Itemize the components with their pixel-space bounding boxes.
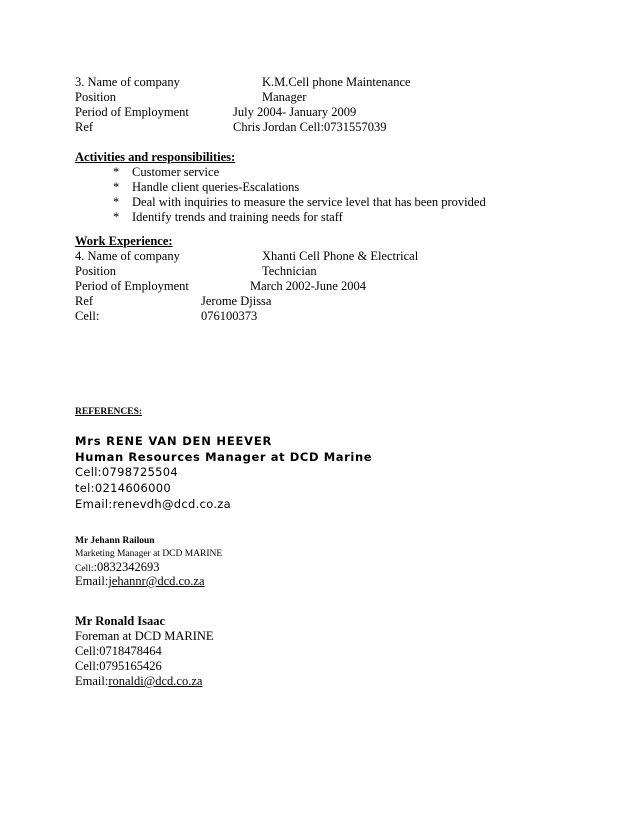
ref3-value: Chris Jordan Cell:0731557039 — [233, 120, 387, 134]
ref3-label: Ref — [75, 120, 94, 134]
ref1-tel: tel:0214606000 — [75, 481, 172, 495]
ref3-cell2: Cell:0795165426 — [75, 659, 162, 673]
ref3-cell1: Cell:0718478464 — [75, 644, 162, 658]
ref2-email-link[interactable]: jehannr@dcd.co.za — [108, 574, 205, 588]
ref1-cell: Cell:0798725504 — [75, 465, 179, 479]
ref3-name: Mr Ronald Isaac — [75, 614, 166, 628]
period3-value: July 2004- January 2009 — [233, 105, 357, 119]
period3-label: Period of Employment — [75, 105, 189, 119]
cell4-value: 076100373 — [201, 309, 258, 323]
ref1-title: Human Resources Manager at DCD Marine — [75, 450, 373, 464]
ref3-title: Foreman at DCD MARINE — [75, 629, 214, 643]
ref3-email-prefix: Email: — [75, 674, 109, 688]
bullet: * — [113, 195, 120, 209]
period4-label: Period of Employment — [75, 279, 189, 293]
company3-value: K.M.Cell phone Maintenance — [262, 75, 411, 89]
position3-value: Manager — [262, 90, 307, 104]
activities-heading: Activities and responsibilities: — [75, 150, 236, 164]
activity-item: Identify trends and training needs for staff — [132, 210, 343, 224]
position4-label: Position — [75, 264, 116, 278]
work-experience-heading: Work Experience: — [75, 234, 173, 248]
ref2-email — [75, 574, 205, 589]
company3-label: 3. Name of company — [75, 75, 180, 89]
bullet: * — [113, 165, 120, 179]
ref4-label: Ref — [75, 294, 94, 308]
period4-value: March 2002-June 2004 — [250, 279, 366, 293]
activity-item: Customer service — [132, 165, 220, 179]
ref1-email: Email:renevdh@dcd.co.za — [75, 497, 231, 511]
position3-label: Position — [75, 90, 116, 104]
ref4-value: Jerome Djissa — [201, 294, 272, 308]
bullet: * — [113, 210, 120, 224]
ref3-email — [75, 674, 202, 689]
ref2-name: Mr Jehann Railoun — [75, 536, 155, 546]
cell4-label: Cell: — [75, 309, 100, 323]
activity-item: Deal with inquiries to measure the service level that has been provided — [132, 195, 486, 209]
ref2-cell-prefix: Cell: — [75, 564, 94, 574]
ref3-email-link[interactable]: ronaldi@dcd.co.za — [108, 674, 203, 688]
activity-item: Handle client queries-Escalations — [132, 180, 300, 194]
company4-value: Xhanti Cell Phone & Electrical — [262, 249, 419, 263]
position4-value: Technician — [262, 264, 317, 278]
references-heading: REFERENCES: — [75, 407, 143, 417]
ref1-name: Mrs RENE VAN DEN HEEVER — [75, 434, 273, 448]
company4-label: 4. Name of company — [75, 249, 180, 263]
bullet: * — [113, 180, 120, 194]
ref2-email-prefix: Email: — [75, 574, 109, 588]
ref2-cell-number: :0832342693 — [93, 560, 160, 574]
ref2-title: Marketing Manager at DCD MARINE — [75, 549, 223, 559]
